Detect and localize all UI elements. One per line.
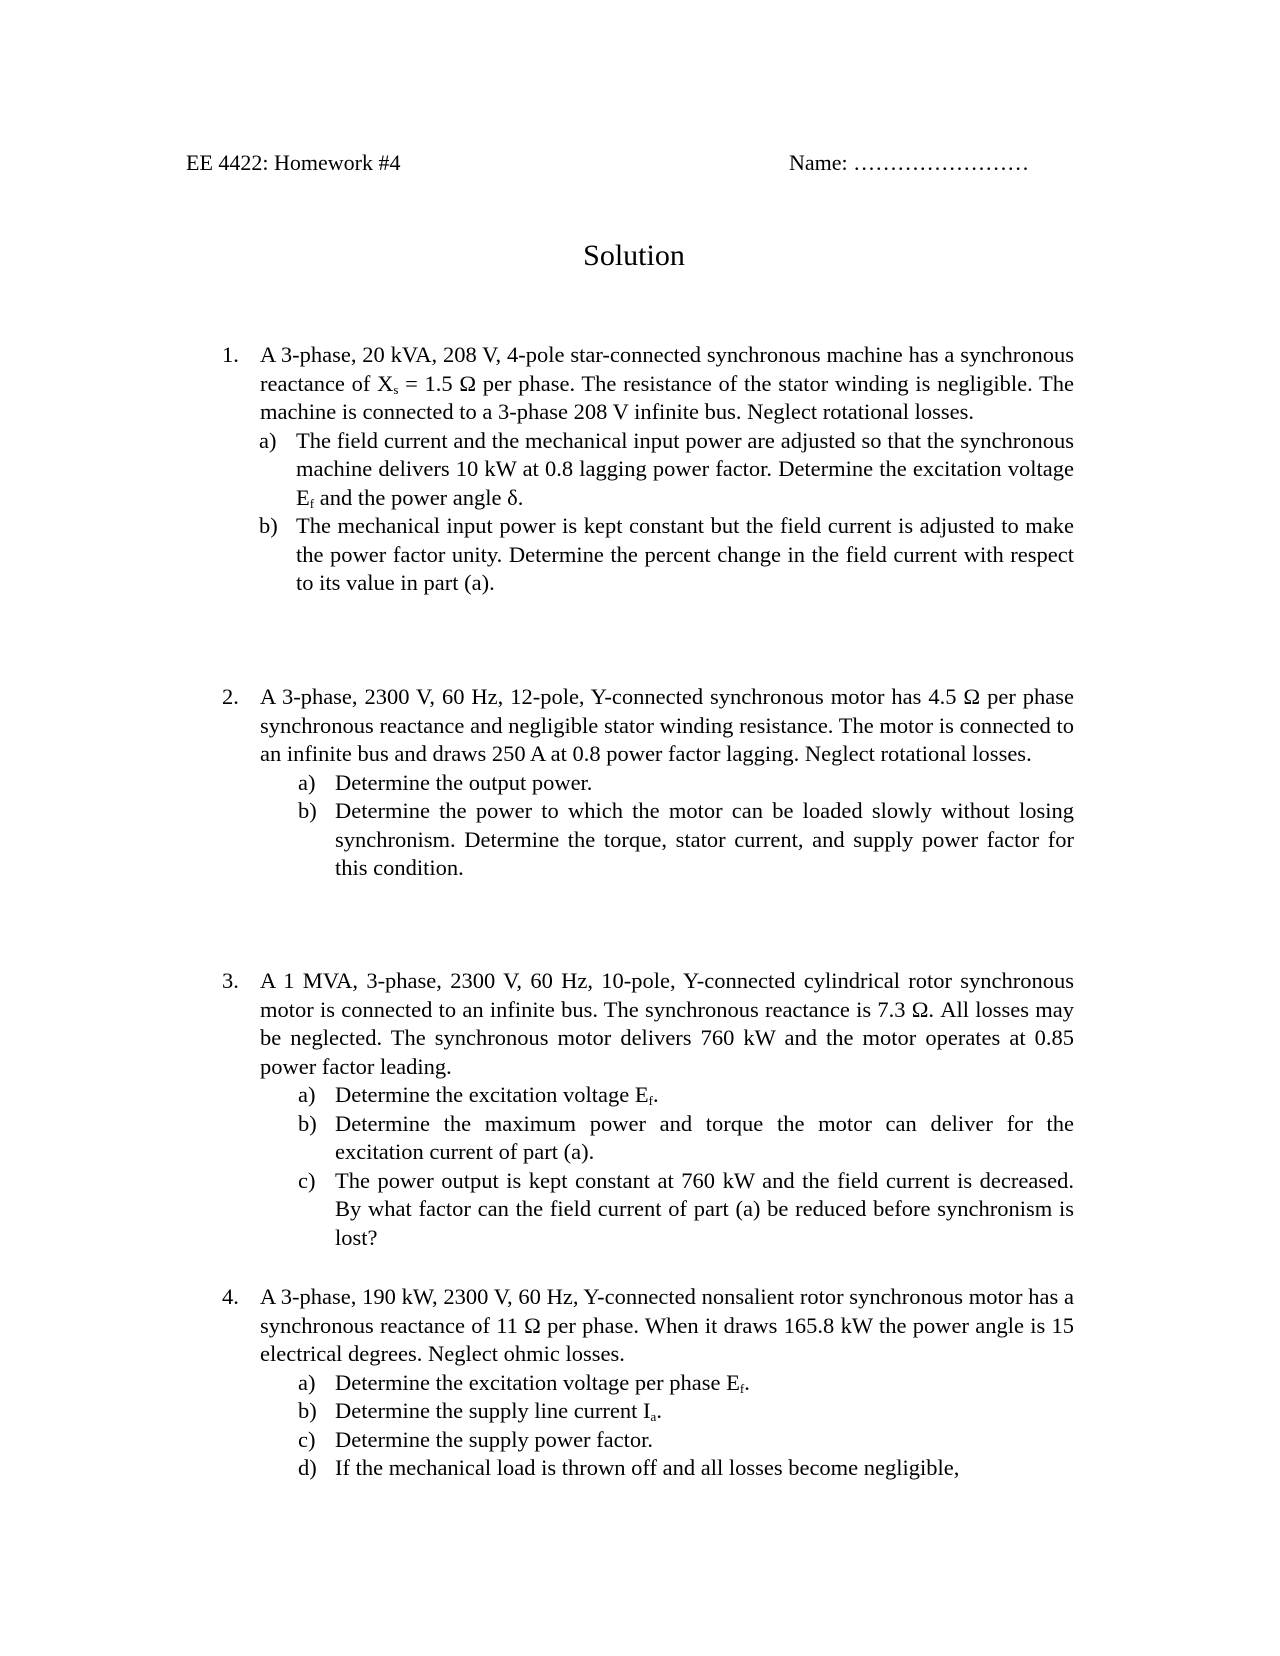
problem-statement: A 1 MVA, 3-phase, 2300 V, 60 Hz, 10-pole, Y-connected cylindrical rotor synchronous motor is connected to an infinite bus. The synchronous reactance is 7.3 Ω. All losses may be neglected. The synchronous motor delivers 760 kW and the motor operates at 0.85 power factor leading. — [260, 968, 1074, 1079]
part-label: d) — [298, 1455, 317, 1480]
course-title: EE 4422: Homework #4 — [186, 150, 401, 175]
problem-number: 4. — [222, 1284, 239, 1309]
problem-part: b) Determine the maximum power and torque the motor can deliver for the excitation current of part (a). — [298, 1110, 1074, 1164]
problem-part: c) The power output is kept constant at 760 kW and the field current is decreased. By what factor can the field current of part (a) be reduced before synchronism is lost? — [298, 1167, 1074, 1250]
problem-part: b) Determine the supply line current Ia. — [298, 1398, 662, 1424]
part-label: b) — [298, 1110, 317, 1136]
problem-part: a) Determine the excitation voltage Ef. — [298, 1082, 659, 1108]
problem-1 — [222, 341, 1074, 598]
problem-part: a) Determine the excitation voltage per phase Ef. — [298, 1369, 750, 1396]
problem-3 — [222, 967, 1074, 1252]
part-label: b) — [298, 798, 317, 823]
problem-part: b) The mechanical input power is kept constant but the field current is adjusted to make the power factor unity. Determine the percent change in the field current with respect to its value in part (a). — [259, 513, 1074, 595]
part-label: a) — [298, 1082, 316, 1107]
part-label: b) — [259, 513, 278, 538]
part-label: c) — [298, 1167, 316, 1193]
part-label: a) — [259, 427, 277, 453]
problem-part: c) Determine the supply power factor. — [335, 1426, 1074, 1455]
problem-part: a) The field current and the mechanical input power are adjusted so that the synchronous machine delivers 10 kW at 0.8 lagging power factor. Determine the excitation voltage Ef and the power angle δ. — [259, 427, 1074, 511]
problem-number: 1. — [222, 342, 239, 367]
part-label: a) — [298, 1369, 316, 1395]
problem-number: 2. — [222, 684, 239, 709]
problem-part: d) If the mechanical load is thrown off and all losses become negligible, — [335, 1454, 1074, 1483]
problem-part: b) Determine the power to which the motor can be loaded slowly without losing synchronism. Determine the torque, stator current, and supply power factor for this condition. — [298, 798, 1074, 880]
problem-2 — [222, 683, 1074, 883]
page-title: Solution — [583, 239, 685, 272]
problem-statement: A 3-phase, 2300 V, 60 Hz, 12-pole, Y-connected synchronous motor has 4.5 Ω per phase synchronous reactance and negligible stator winding resistance. The motor is connected to an infinite bus and draws 250 A at 0.8 power factor lagging. Neglect rotational losses. — [260, 684, 1074, 766]
problem-statement: A 3-phase, 20 kVA, 208 V, 4-pole star-connected synchronous machine has a synchronous reactance of Xs = 1.5 Ω per phase. The resistance of the stator winding is negligible. The machine is connected to a 3-phase 208 V infinite bus. Neglect rotational losses. — [260, 342, 1074, 424]
problem-number: 3. — [222, 968, 239, 993]
problem-part: a) Determine the output power. — [335, 769, 1074, 798]
problem-4 — [222, 1283, 1074, 1483]
name-field-label: Name: …………………… — [789, 150, 1030, 175]
problem-statement: A 3-phase, 190 kW, 2300 V, 60 Hz, Y-connected nonsalient rotor synchronous motor has a synchronous reactance of 11 Ω per phase. When it draws 165.8 kW the power angle is 15 electrical degrees. Neglect ohmic losses. — [260, 1284, 1074, 1366]
part-label: c) — [298, 1426, 316, 1452]
part-label: a) — [298, 769, 316, 795]
part-label: b) — [298, 1398, 317, 1423]
